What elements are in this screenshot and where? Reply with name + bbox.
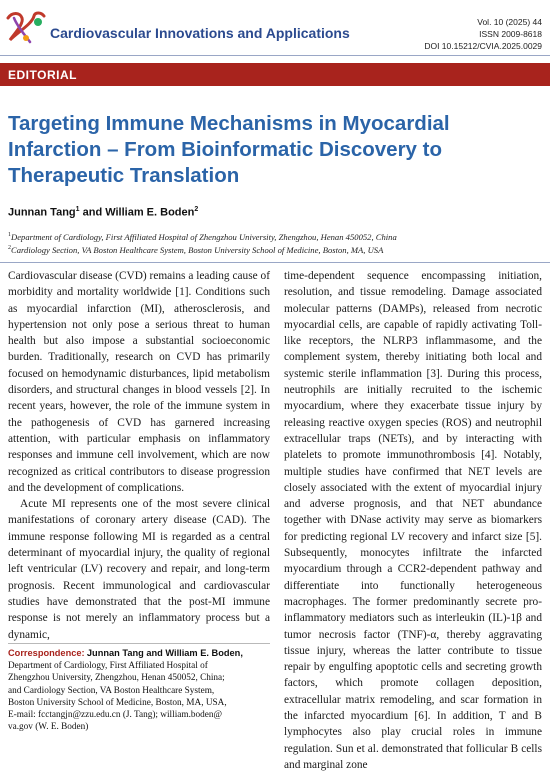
issn-info: ISSN 2009-8618 (479, 29, 542, 39)
correspondence-email-cont[interactable]: va.gov (W. E. Boden) (8, 722, 89, 733)
correspondence-line: Department of Cardiology, First Affiliated Hospital of (8, 661, 208, 672)
correspondence-line: and Cardiology Section, VA Boston Healthcare System, (8, 685, 215, 696)
correspondence-line: Zhengzhou University, Zhengzhou, Henan 450052, China; (8, 673, 225, 684)
section-bar (0, 63, 550, 86)
journal-header (4, 6, 546, 52)
affiliation-text: Department of Cardiology, First Affiliated Hospital of Zhengzhou University, Zhengzhou, Henan 450052, China (11, 232, 397, 242)
section-label: EDITORIAL (8, 68, 77, 82)
doi-info[interactable]: DOI 10.15212/CVIA.2025.0029 (424, 41, 542, 51)
affiliation-marker: 1 (8, 232, 11, 239)
correspondence-heading-line (8, 647, 270, 660)
affiliation (8, 232, 397, 242)
title-line-1: Targeting Immune Mechanisms in Myocardial (8, 112, 450, 135)
correspondence-divider (8, 643, 270, 644)
header-divider (0, 55, 550, 56)
volume-info: Vol. 10 (2025) 44 (477, 17, 542, 27)
body-divider (0, 262, 550, 263)
correspondence-block (8, 647, 270, 733)
body-paragraph: Cardiovascular disease (CVD) remains a leading cause of morbidity and mortality worldwide [1]. Conditions such as myocardial infarction (MI), atherosclerosis, and hypertension not only pose a serious threat to human health but also impose a substantial socioeconomic burden. Traditionally, research on CVD has primarily focused on hemodynamic disturbances, lipid metabolism disorders, and structural changes in blood vessels [2]. In recent years, however, the role of the immune system in the pathogenesis of CVD has garnered increasing attention, with particular emphasis on inflammatory responses and immune cell involvement, which are now recognized as critical contributors to disease progression and the development of complications. (8, 270, 270, 494)
correspondence-email[interactable]: E-mail: fcctangjn@zzu.edu.cn (J. Tang); william.boden@ (8, 710, 223, 721)
affiliation (8, 245, 383, 255)
affiliation-marker: 2 (8, 245, 11, 252)
body-paragraph: Acute MI represents one of the most severe clinical manifestations of coronary artery disease (CAD). The immune response following MI is regarded as a central determinant of myocardial injury, the quality of regional left ventricular (LV) recovery and repair, and long-term prognosis. Recent immunological and cardiovascular studies have demonstrated that the post-MI immune response is not merely an inflammatory process but a dynamic, (8, 498, 270, 641)
title-line-3: Therapeutic Translation (8, 164, 240, 187)
journal-meta (424, 16, 542, 52)
body-column-left (8, 268, 270, 643)
affiliation-text: Cardiology Section, VA Boston Healthcare System, Boston University School of Medicine, Boston, MA, USA (11, 245, 384, 255)
author-affiliation-marker: 2 (194, 206, 199, 213)
body-paragraph: time-dependent sequence encompassing initiation, resolution, and tissue remodeling. Damage associated molecular patterns (DAMPs), released from necrotic myocardial cells, are capable of rapidly activating Toll-like receptors, the NLRP3 inflammasome, and the complement system, thereby initiating both local and systemic sterile inflammation [3]. During this process, neutrophils are initially recruited to the ischemic myocardium, where they exacerbate tissue injury by releasing reactive oxygen species (ROS) and neutrophil extracellular traps (NETs), and by interacting with platelets to promote immunothrombosis [4]. Notably, multiple studies have confirmed that NET levels are closely associated with the extent of myocardial injury and adverse prognosis, and that NET abundance together with DNase activity may serve as biomarkers for predicting regional LV recovery and infarct size [5]. Subsequently, monocytes infiltrate the infarcted myocardium through a CCR2-dependent pathway and differentiate into functionally heterogeneous macrophages. The former predominantly secrete pro-inflammatory mediators such as interleukin (IL)-1β and tumor necrosis factor (TNF)-α, thereby aggravating tissue injury, whereas the latter contribute to tissue repair by engulfing apoptotic cells and secreting growth factors, which promote collagen deposition, extracellular matrix remodeling, and scar formation in the infarcted myocardium [6]. In addition, T and B lymphocytes also play crucial roles in immune regulation. Sun et al. demonstrated that follicular B cells and marginal zone (284, 270, 542, 771)
journal-logo-heart-icon (4, 10, 48, 46)
author-name[interactable]: William E. Boden (105, 206, 195, 219)
article-title (8, 111, 528, 189)
author-affiliation-marker: 1 (75, 206, 80, 213)
author-list (8, 206, 198, 219)
correspondence-line: Boston University School of Medicine, Boston, MA, USA, (8, 697, 227, 708)
body-column-right (284, 268, 542, 773)
author-name[interactable]: Junnan Tang (8, 206, 76, 219)
author-conjunction: and (79, 206, 106, 219)
journal-name[interactable]: Cardiovascular Innovations and Applications (50, 25, 350, 41)
correspondence-heading: Correspondence: (8, 648, 85, 658)
correspondence-names: Junnan Tang and William E. Boden, (86, 648, 243, 658)
title-line-2: Infarction – From Bioinformatic Discovery to (8, 138, 442, 161)
